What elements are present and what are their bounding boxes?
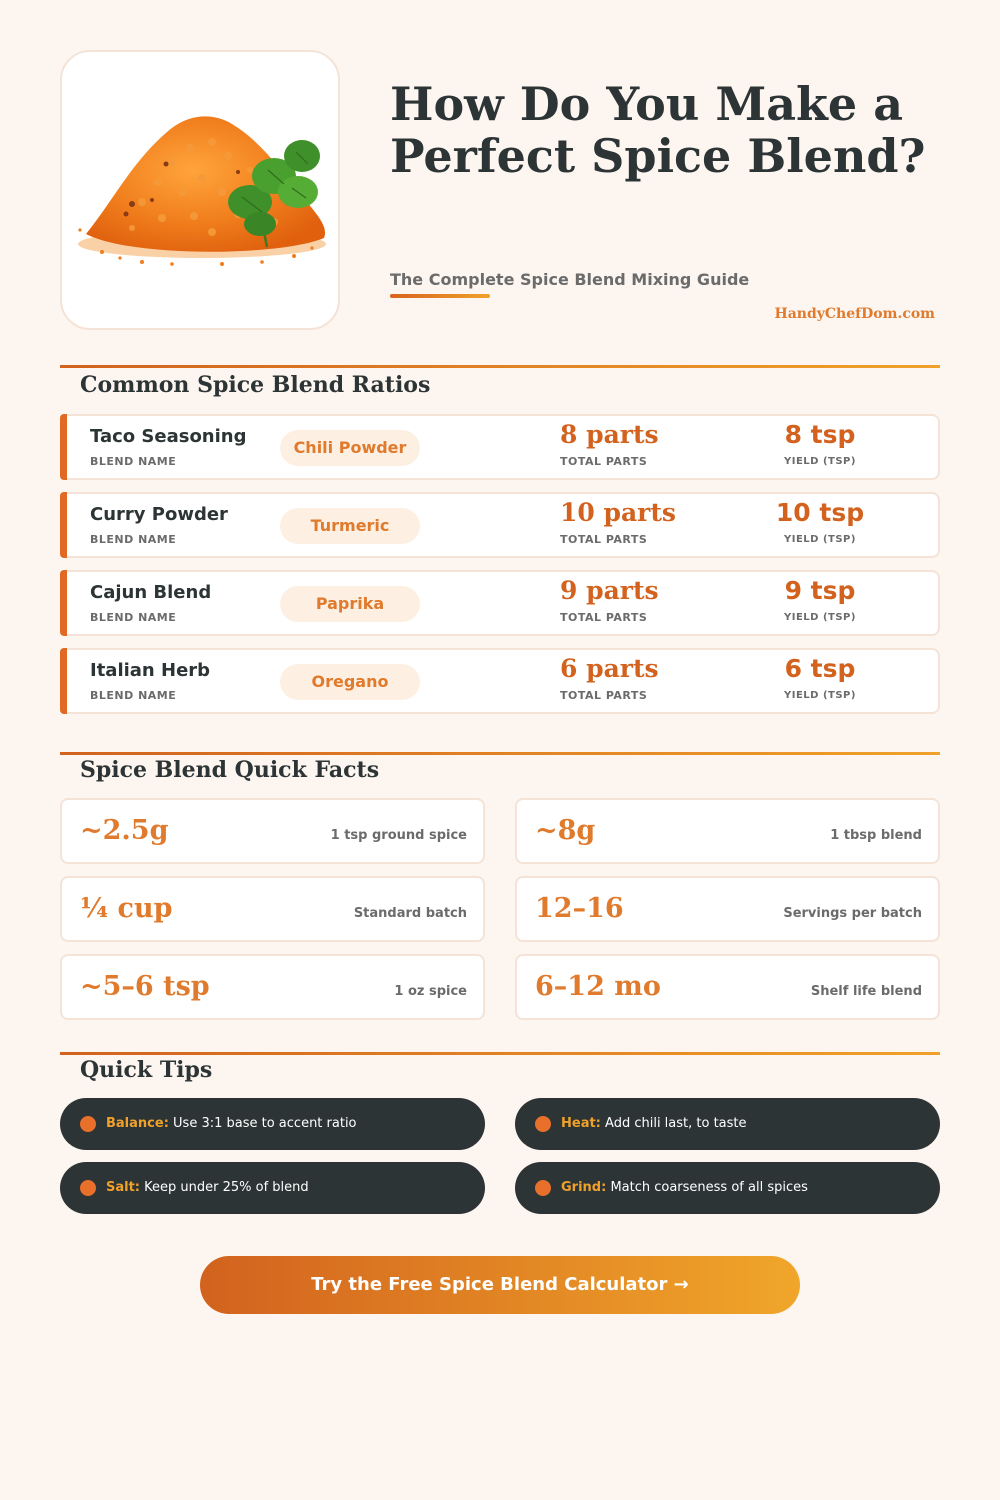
fact-label: Standard batch bbox=[353, 906, 467, 921]
total-parts-label: TOTAL PARTS bbox=[560, 533, 648, 546]
ratio-row bbox=[60, 492, 940, 558]
yield-label: YIELD (TSP) bbox=[784, 612, 856, 623]
tip-body: Match coarseness of all spices bbox=[610, 1180, 808, 1195]
fact-card bbox=[515, 954, 940, 1020]
fact-card bbox=[60, 798, 485, 864]
calculator-cta-button[interactable]: Try the Free Spice Blend Calculator → bbox=[200, 1256, 800, 1314]
fact-card bbox=[515, 876, 940, 942]
yield-value: 6 tsp bbox=[784, 654, 856, 683]
tip-text bbox=[106, 1180, 309, 1195]
yield-label: YIELD (TSP) bbox=[784, 534, 856, 545]
yield-value: 8 tsp bbox=[784, 420, 856, 449]
yield-value: 10 tsp bbox=[775, 498, 865, 527]
row-accent-bar bbox=[60, 648, 67, 714]
blend-name-label: BLEND NAME bbox=[90, 533, 177, 546]
bullet-dot-icon bbox=[80, 1116, 96, 1132]
fact-label: 1 tbsp blend bbox=[830, 828, 922, 843]
row-accent-bar bbox=[60, 492, 67, 558]
tip-text bbox=[561, 1180, 808, 1195]
page-title: How Do You Make a Perfect Spice Blend? bbox=[390, 77, 926, 183]
tip-key: Heat: bbox=[561, 1116, 601, 1131]
blend-name: Cajun Blend bbox=[90, 582, 212, 603]
tip-body: Add chili last, to taste bbox=[605, 1116, 747, 1131]
total-parts-label: TOTAL PARTS bbox=[560, 689, 648, 702]
base-spice-pill: Chili Powder bbox=[280, 430, 420, 466]
fact-card bbox=[515, 798, 940, 864]
yield-label: YIELD (TSP) bbox=[784, 456, 856, 467]
fact-card bbox=[60, 876, 485, 942]
page-subtitle: The Complete Spice Blend Mixing Guide bbox=[390, 270, 750, 289]
yield-value: 9 tsp bbox=[784, 576, 856, 605]
fact-value: ¼ cup bbox=[80, 893, 173, 924]
fact-value: ~5–6 tsp bbox=[80, 971, 210, 1002]
fact-label: 1 tsp ground spice bbox=[330, 828, 467, 843]
tip-text bbox=[561, 1116, 747, 1131]
bullet-dot-icon bbox=[80, 1180, 96, 1196]
section-divider bbox=[60, 752, 940, 755]
total-parts: 6 parts bbox=[560, 654, 659, 683]
tip-body: Use 3:1 base to accent ratio bbox=[173, 1116, 357, 1131]
base-spice-pill: Turmeric bbox=[280, 508, 420, 544]
bullet-dot-icon bbox=[535, 1116, 551, 1132]
bullet-dot-icon bbox=[535, 1180, 551, 1196]
blend-name: Taco Seasoning bbox=[90, 426, 247, 447]
tip-pill bbox=[60, 1162, 485, 1214]
blend-name-label: BLEND NAME bbox=[90, 611, 177, 624]
tip-pill bbox=[515, 1098, 940, 1150]
fact-value: ~2.5g bbox=[80, 815, 169, 846]
brand-link[interactable]: HandyChefDom.com bbox=[774, 306, 935, 322]
spice-pile-icon bbox=[62, 52, 342, 332]
total-parts: 9 parts bbox=[560, 576, 659, 605]
fact-value: 6–12 mo bbox=[535, 971, 661, 1002]
fact-label: 1 oz spice bbox=[394, 984, 467, 999]
total-parts-label: TOTAL PARTS bbox=[560, 455, 648, 468]
base-spice-pill: Paprika bbox=[280, 586, 420, 622]
section-divider bbox=[60, 1052, 940, 1055]
blend-name: Italian Herb bbox=[90, 660, 211, 681]
facts-section-title: Spice Blend Quick Facts bbox=[80, 757, 380, 783]
blend-name-label: BLEND NAME bbox=[90, 689, 177, 702]
total-parts-label: TOTAL PARTS bbox=[560, 611, 648, 624]
subtitle-underline bbox=[390, 294, 490, 298]
tip-key: Balance: bbox=[106, 1116, 169, 1131]
row-accent-bar bbox=[60, 414, 67, 480]
tip-pill bbox=[515, 1162, 940, 1214]
tips-section-title: Quick Tips bbox=[80, 1057, 213, 1083]
ratio-row bbox=[60, 570, 940, 636]
tip-key: Salt: bbox=[106, 1180, 141, 1195]
base-spice-pill: Oregano bbox=[280, 664, 420, 700]
tip-body: Keep under 25% of blend bbox=[144, 1180, 309, 1195]
tip-pill bbox=[60, 1098, 485, 1150]
tip-text bbox=[106, 1116, 357, 1131]
total-parts: 10 parts bbox=[560, 498, 676, 527]
blend-name: Curry Powder bbox=[90, 504, 228, 525]
blend-name-label: BLEND NAME bbox=[90, 455, 177, 468]
tip-key: Grind: bbox=[561, 1180, 607, 1195]
fact-label: Shelf life blend bbox=[810, 984, 922, 999]
fact-value: 12–16 bbox=[535, 893, 624, 924]
fact-value: ~8g bbox=[535, 815, 596, 846]
fact-label: Servings per batch bbox=[783, 906, 922, 921]
ratio-row bbox=[60, 414, 940, 480]
fact-card bbox=[60, 954, 485, 1020]
yield-label: YIELD (TSP) bbox=[784, 690, 856, 701]
row-accent-bar bbox=[60, 570, 67, 636]
hero-image-card bbox=[60, 50, 340, 330]
section-divider bbox=[60, 365, 940, 368]
ratio-row bbox=[60, 648, 940, 714]
total-parts: 8 parts bbox=[560, 420, 659, 449]
ratios-section-title: Common Spice Blend Ratios bbox=[80, 372, 431, 398]
